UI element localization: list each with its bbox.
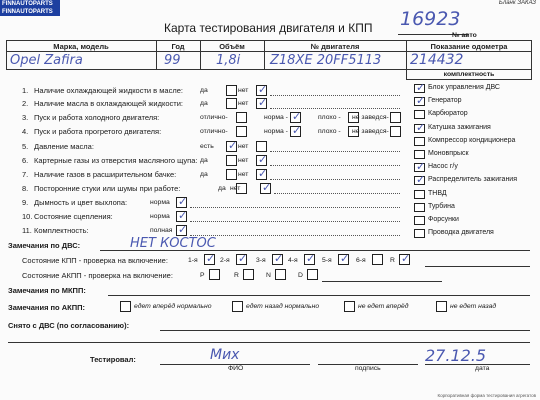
year-value: 99 [164,53,181,68]
check-label: Состояние сцепления: [34,212,113,221]
check-option-label: отлично- [200,114,228,121]
check-option-label: плохо - [318,128,341,135]
footer-note: Корпоративная форма тестирования агрегатов [437,393,536,398]
check-option-label: нет [230,185,241,192]
check-option-label: не заведся- [352,114,389,121]
check-option-box[interactable] [236,112,247,123]
kpp-gear-label: 1-я [188,257,198,264]
check-option-label: норма - [264,114,288,121]
remarks-dvs-value: НЕТ КОСТОС [130,236,216,251]
tested-name: Мих [210,347,240,363]
kpp-gear-box[interactable] [338,254,349,265]
akpp-gear-label: P [200,272,205,279]
check-option-box[interactable] [176,197,187,208]
top-right-label: Бланк ЗАКАЗ [498,0,536,6]
kit-checkbox[interactable] [414,190,425,199]
akpp-gear-label: R [234,272,239,279]
kpp-gear-box[interactable] [236,254,247,265]
kit-item-label: Моновпрыск [428,150,469,157]
check-label: Наличие газов в расширительном бачке: [34,170,177,179]
check-option-label: не заведся- [352,128,389,135]
kpp-gear-label: R [390,257,395,264]
kit-item-label: Форсунки [428,216,459,223]
check-option-label: полная [150,227,173,234]
watermark-top: FINNAUTOPARTS [0,0,60,8]
answer-line [270,108,400,109]
check-number: 6. [22,156,29,165]
answer-line [190,221,400,222]
check-label: Картерные газы из отверстия масляного щупа: [34,156,198,165]
check-option-box[interactable] [256,169,267,180]
page-title: Карта тестирования двигателя и КПП [164,21,373,35]
check-label: Давление масла: [34,142,94,151]
kit-item-label: Блок управления ДВС [428,84,500,91]
date-caption: дата [475,365,490,372]
removed-label: Снято с ДВС (по согласованию): [8,321,130,330]
check-option-box[interactable] [290,112,301,123]
check-option-box[interactable] [226,85,237,96]
kpp-gear-label: 5-я [322,257,332,264]
check-option-label: нет [238,171,249,178]
handwritten-number: 16923 [400,8,461,30]
check-label: Дымность и цвет выхлопа: [34,198,128,207]
check-option-label: отлично- [200,128,228,135]
check-option-box[interactable] [390,112,401,123]
akpp-option-label: едет назад нормально [246,303,320,310]
check-number: 4. [22,127,29,136]
check-number: 8. [22,184,29,193]
check-option-box[interactable] [226,141,237,152]
check-label: Наличие масла в охлаждающей жидкости: [34,99,183,108]
check-option-label: есть [200,143,214,150]
watermark-bottom: FINNAUTOPARTS [0,8,60,16]
check-number: 2. [22,99,29,108]
answer-line [274,193,400,194]
col-odometer: Показание одометра [430,42,508,51]
akpp-option-label: не едет вперёд [358,303,409,310]
kit-checkbox[interactable] [414,203,425,212]
check-option-label: да [200,171,208,178]
kit-checkbox[interactable] [414,124,425,133]
kpp-gear-box[interactable] [304,254,315,265]
kpp-gear-box[interactable] [399,254,410,265]
check-option-box[interactable] [226,98,237,109]
col-volume: Объём [219,42,245,51]
kpp-gear-box[interactable] [272,254,283,265]
check-number: 7. [22,170,29,179]
check-label: Посторонние стуки или шумы при работе: [34,184,181,193]
akpp-option-box[interactable] [436,301,447,312]
signature-caption: подпись [355,365,381,372]
check-option-box[interactable] [176,225,187,236]
answer-line [270,151,400,152]
mkpp-label: Замечания по МКПП: [8,286,86,295]
check-option-label: да [200,157,208,164]
check-number: 3. [22,113,29,122]
kpp-label: Состояние КПП - проверка на включение: [22,256,168,265]
check-number: 9. [22,198,29,207]
check-option-box[interactable] [226,155,237,166]
check-option-box[interactable] [256,155,267,166]
tested-label: Тестировал: [90,355,136,364]
akpp-gear-box[interactable] [307,269,318,280]
check-number: 11. [22,226,32,235]
check-option-label: да [218,185,226,192]
check-option-label: норма - [264,128,288,135]
mkpp-line [108,295,530,296]
kit-item-label: Турбина [428,202,455,210]
col-make: Марка, модель [53,42,109,51]
check-option-label: да [200,87,208,94]
kit-header: комплектность [443,71,495,78]
answer-line [190,235,400,236]
kit-checkbox[interactable] [414,110,425,119]
check-option-label: плохо - [318,114,341,121]
akpp-gear-box[interactable] [275,269,286,280]
kpp-gear-box[interactable] [372,254,383,265]
kit-checkbox[interactable] [414,163,425,172]
kit-checkbox[interactable] [414,84,425,93]
check-label: Пуск и работа холодного двигателя: [34,113,160,122]
fio-caption: ФИО [228,365,244,372]
check-option-box[interactable] [236,126,247,137]
kit-checkbox[interactable] [414,150,425,159]
check-option-label: нет [238,87,249,94]
kit-item-label: ТНВД [428,189,447,197]
akpp-option-label: не едет назад [450,303,497,310]
kit-checkbox[interactable] [414,216,425,225]
volume-value: 1,8i [216,53,241,68]
kit-item-label: Распределитель зажигания [428,176,518,184]
check-option-box[interactable] [256,141,267,152]
answer-line [270,165,400,166]
odometer-value: 214432 [410,52,464,68]
check-option-box[interactable] [226,169,237,180]
check-option-label: нет [238,143,249,150]
kit-item-label: Проводка двигателя [428,229,494,237]
kit-item-label: Генератор [428,97,462,105]
check-option-label: норма [150,213,170,220]
akpp-option-box[interactable] [344,301,355,312]
akpp-option-label: едет вперёд нормально [134,303,212,310]
remarks-dvs-line [100,250,530,251]
kit-checkbox[interactable] [414,97,425,106]
engine-no-value: Z18XE 20FF5113 [270,53,382,68]
kpp-gear-label: 3-я [256,257,266,264]
tested-date: 27.12.5 [425,346,487,365]
kit-item-label: Компрессор кондиционера [428,136,516,144]
check-option-box[interactable] [256,85,267,96]
akpp-option-box[interactable] [232,301,243,312]
kpp-gear-label: 2-я [220,257,230,264]
check-option-label: норма [150,199,170,206]
check-option-box[interactable] [390,126,401,137]
check-number: 5. [22,142,29,151]
kit-checkbox[interactable] [414,137,425,146]
kit-item-label: Насос г/у [428,163,458,171]
akpp-gear-label: N [266,272,271,279]
check-label: Пуск и работа прогретого двигателя: [34,127,162,136]
kit-checkbox[interactable] [414,176,425,185]
answer-line [270,95,400,96]
kpp-line [425,266,530,267]
check-option-box[interactable] [260,183,271,194]
answer-line [190,207,400,208]
check-option-box[interactable] [176,211,187,222]
akpp-gear-box[interactable] [209,269,220,280]
kit-item-label: Катушка зажигания [428,123,491,131]
kpp-gear-label: 4-я [288,257,298,264]
check-option-label: нет [238,157,249,164]
separator-line [8,342,530,343]
check-label: Комплектность: [34,226,89,235]
check-option-box[interactable] [290,126,301,137]
no-avto-label: № авто [452,32,477,39]
removed-line [160,330,530,331]
akpp-remarks-label: Замечания по АКПП: [8,303,85,312]
col-year: Год [171,42,185,51]
check-option-box[interactable] [256,98,267,109]
check-option-label: нет [238,100,249,107]
kpp-gear-box[interactable] [204,254,215,265]
remarks-dvs-label: Замечания по ДВС: [8,241,81,250]
akpp-option-box[interactable] [120,301,131,312]
answer-line [270,179,400,180]
col-engine-no: № двигателя [310,42,360,51]
akpp-line [322,281,442,282]
akpp-gear-label: D [298,272,303,279]
akpp-gear-box[interactable] [243,269,254,280]
kit-item-label: Карбюратор [428,110,468,118]
check-label: Наличие охлаждающей жидкости в масле: [34,86,183,95]
akpp-label: Состояние АКПП - проверка на включение: [22,271,173,280]
check-number: 10. [22,212,33,221]
check-option-label: да [200,100,208,107]
kit-checkbox[interactable] [414,229,425,238]
make-value: Opel Zafira [10,53,83,68]
kpp-gear-label: 6-я [356,257,366,264]
check-number: 1. [22,86,29,95]
